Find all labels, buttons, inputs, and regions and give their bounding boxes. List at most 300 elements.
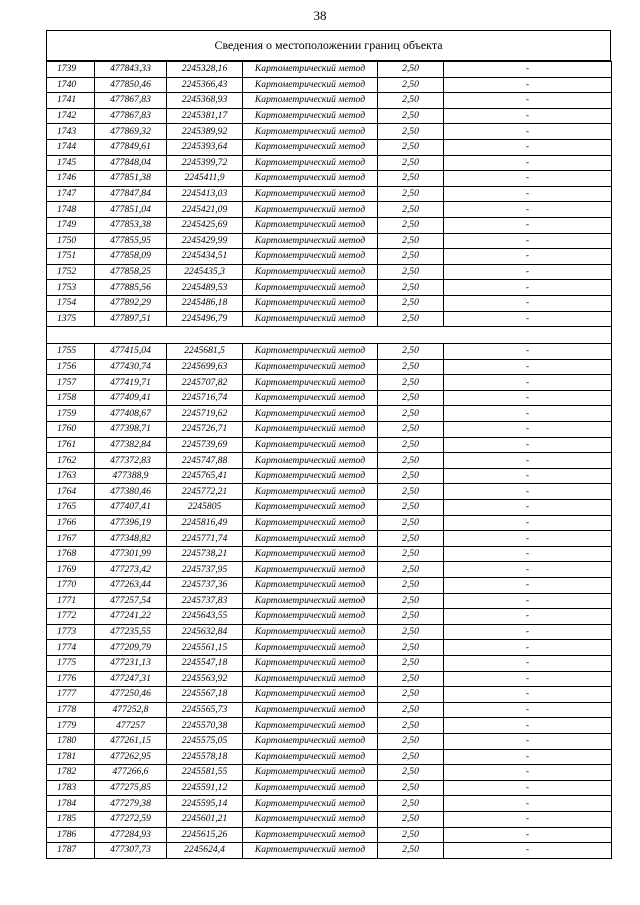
description-cell: - [444, 500, 612, 516]
accuracy-cell: 2,50 [378, 93, 444, 109]
method-cell: Картометрический метод [243, 531, 378, 547]
table-row [47, 827, 612, 843]
description-cell: - [444, 811, 612, 827]
x-coordinate-cell: 477409,41 [95, 390, 167, 406]
separator-cell [444, 327, 612, 344]
point-number-cell: 1375 [47, 311, 95, 327]
y-coordinate-cell: 2245368,93 [167, 93, 243, 109]
table-row [47, 484, 612, 500]
accuracy-cell: 2,50 [378, 655, 444, 671]
x-coordinate-cell: 477858,25 [95, 264, 167, 280]
method-cell: Картометрический метод [243, 406, 378, 422]
x-coordinate-cell: 477348,82 [95, 531, 167, 547]
x-coordinate-cell: 477263,44 [95, 578, 167, 594]
y-coordinate-cell: 2245719,62 [167, 406, 243, 422]
x-coordinate-cell: 477892,29 [95, 295, 167, 311]
description-cell: - [444, 655, 612, 671]
point-number-cell: 1740 [47, 77, 95, 93]
method-cell: Картометрический метод [243, 233, 378, 249]
description-cell: - [444, 249, 612, 265]
description-cell: - [444, 171, 612, 187]
method-cell: Картометрический метод [243, 62, 378, 78]
y-coordinate-cell: 2245643,55 [167, 609, 243, 625]
accuracy-cell: 2,50 [378, 749, 444, 765]
description-cell: - [444, 765, 612, 781]
table-row [47, 311, 612, 327]
x-coordinate-cell: 477855,95 [95, 233, 167, 249]
y-coordinate-cell: 2245411,9 [167, 171, 243, 187]
table-row [47, 93, 612, 109]
method-cell: Картометрический метод [243, 344, 378, 360]
y-coordinate-cell: 2245575,05 [167, 733, 243, 749]
y-coordinate-cell: 2245328,16 [167, 62, 243, 78]
table-row [47, 593, 612, 609]
table-row [47, 671, 612, 687]
y-coordinate-cell: 2245816,49 [167, 515, 243, 531]
method-cell: Картометрический метод [243, 171, 378, 187]
x-coordinate-cell: 477266,6 [95, 765, 167, 781]
description-cell: - [444, 217, 612, 233]
accuracy-cell: 2,50 [378, 687, 444, 703]
accuracy-cell: 2,50 [378, 640, 444, 656]
table-row [47, 359, 612, 375]
x-coordinate-cell: 477301,99 [95, 546, 167, 562]
method-cell: Картометрический метод [243, 202, 378, 218]
point-number-cell: 1757 [47, 375, 95, 391]
x-coordinate-cell: 477869,32 [95, 124, 167, 140]
x-coordinate-cell: 477388,9 [95, 468, 167, 484]
table-row [47, 733, 612, 749]
point-number-cell: 1780 [47, 733, 95, 749]
point-number-cell: 1743 [47, 124, 95, 140]
point-number-cell: 1759 [47, 406, 95, 422]
method-cell: Картометрический метод [243, 562, 378, 578]
x-coordinate-cell: 477209,79 [95, 640, 167, 656]
description-cell: - [444, 359, 612, 375]
point-number-cell: 1775 [47, 655, 95, 671]
table-row [47, 749, 612, 765]
table-row [47, 406, 612, 422]
point-number-cell: 1785 [47, 811, 95, 827]
description-cell: - [444, 843, 612, 859]
point-number-cell: 1765 [47, 500, 95, 516]
y-coordinate-cell: 2245624,4 [167, 843, 243, 859]
boundary-points-table [46, 61, 612, 859]
table-row [47, 562, 612, 578]
method-cell: Картометрический метод [243, 546, 378, 562]
separator-cell [243, 327, 378, 344]
y-coordinate-cell: 2245681,5 [167, 344, 243, 360]
point-number-cell: 1756 [47, 359, 95, 375]
description-cell: - [444, 827, 612, 843]
boundary-table-sheet [46, 30, 611, 859]
accuracy-cell: 2,50 [378, 233, 444, 249]
accuracy-cell: 2,50 [378, 718, 444, 734]
page-number: 38 [313, 8, 327, 23]
y-coordinate-cell: 2245366,43 [167, 77, 243, 93]
table-row [47, 609, 612, 625]
description-cell: - [444, 233, 612, 249]
table-row [47, 108, 612, 124]
table-row [47, 843, 612, 859]
x-coordinate-cell: 477850,46 [95, 77, 167, 93]
method-cell: Картометрический метод [243, 375, 378, 391]
point-number-cell: 1744 [47, 139, 95, 155]
accuracy-cell: 2,50 [378, 484, 444, 500]
x-coordinate-cell: 477897,51 [95, 311, 167, 327]
method-cell: Картометрический метод [243, 578, 378, 594]
method-cell: Картометрический метод [243, 500, 378, 516]
point-number-cell: 1782 [47, 765, 95, 781]
method-cell: Картометрический метод [243, 609, 378, 625]
accuracy-cell: 2,50 [378, 422, 444, 438]
y-coordinate-cell: 2245747,88 [167, 453, 243, 469]
table-row [47, 796, 612, 812]
description-cell: - [444, 295, 612, 311]
table-row [47, 217, 612, 233]
accuracy-cell: 2,50 [378, 531, 444, 547]
point-number-cell: 1758 [47, 390, 95, 406]
accuracy-cell: 2,50 [378, 202, 444, 218]
separator-cell [95, 327, 167, 344]
y-coordinate-cell: 2245699,63 [167, 359, 243, 375]
y-coordinate-cell: 2245393,64 [167, 139, 243, 155]
x-coordinate-cell: 477250,46 [95, 687, 167, 703]
accuracy-cell: 2,50 [378, 546, 444, 562]
table-row [47, 202, 612, 218]
x-coordinate-cell: 477275,85 [95, 780, 167, 796]
description-cell: - [444, 406, 612, 422]
accuracy-cell: 2,50 [378, 217, 444, 233]
method-cell: Картометрический метод [243, 733, 378, 749]
point-number-cell: 1777 [47, 687, 95, 703]
point-number-cell: 1746 [47, 171, 95, 187]
y-coordinate-cell: 2245563,92 [167, 671, 243, 687]
table-row [47, 124, 612, 140]
accuracy-cell: 2,50 [378, 624, 444, 640]
accuracy-cell: 2,50 [378, 811, 444, 827]
table-row [47, 624, 612, 640]
accuracy-cell: 2,50 [378, 500, 444, 516]
y-coordinate-cell: 2245570,38 [167, 718, 243, 734]
method-cell: Картометрический метод [243, 718, 378, 734]
y-coordinate-cell: 2245425,69 [167, 217, 243, 233]
description-cell: - [444, 780, 612, 796]
description-cell: - [444, 124, 612, 140]
description-cell: - [444, 578, 612, 594]
description-cell: - [444, 453, 612, 469]
y-coordinate-cell: 2245615,26 [167, 827, 243, 843]
x-coordinate-cell: 477307,73 [95, 843, 167, 859]
table-row [47, 264, 612, 280]
accuracy-cell: 2,50 [378, 249, 444, 265]
x-coordinate-cell: 477257 [95, 718, 167, 734]
method-cell: Картометрический метод [243, 249, 378, 265]
point-number-cell: 1745 [47, 155, 95, 171]
x-coordinate-cell: 477231,13 [95, 655, 167, 671]
method-cell: Картометрический метод [243, 139, 378, 155]
description-cell: - [444, 562, 612, 578]
y-coordinate-cell: 2245486,18 [167, 295, 243, 311]
method-cell: Картометрический метод [243, 108, 378, 124]
x-coordinate-cell: 477252,8 [95, 702, 167, 718]
table-row [47, 295, 612, 311]
accuracy-cell: 2,50 [378, 796, 444, 812]
y-coordinate-cell: 2245434,51 [167, 249, 243, 265]
method-cell: Картометрический метод [243, 749, 378, 765]
point-number-cell: 1769 [47, 562, 95, 578]
accuracy-cell: 2,50 [378, 733, 444, 749]
method-cell: Картометрический метод [243, 264, 378, 280]
x-coordinate-cell: 477847,84 [95, 186, 167, 202]
description-cell: - [444, 640, 612, 656]
x-coordinate-cell: 477848,04 [95, 155, 167, 171]
y-coordinate-cell: 2245707,82 [167, 375, 243, 391]
x-coordinate-cell: 477849,61 [95, 139, 167, 155]
x-coordinate-cell: 477247,31 [95, 671, 167, 687]
y-coordinate-cell: 2245716,74 [167, 390, 243, 406]
accuracy-cell: 2,50 [378, 578, 444, 594]
accuracy-cell: 2,50 [378, 827, 444, 843]
table-row [47, 702, 612, 718]
y-coordinate-cell: 2245632,84 [167, 624, 243, 640]
table-row [47, 155, 612, 171]
accuracy-cell: 2,50 [378, 108, 444, 124]
method-cell: Картометрический метод [243, 311, 378, 327]
x-coordinate-cell: 477419,71 [95, 375, 167, 391]
y-coordinate-cell: 2245381,17 [167, 108, 243, 124]
table-row [47, 718, 612, 734]
accuracy-cell: 2,50 [378, 390, 444, 406]
point-number-cell: 1766 [47, 515, 95, 531]
description-cell: - [444, 93, 612, 109]
x-coordinate-cell: 477261,15 [95, 733, 167, 749]
x-coordinate-cell: 477867,83 [95, 93, 167, 109]
point-number-cell: 1755 [47, 344, 95, 360]
y-coordinate-cell: 2245413,03 [167, 186, 243, 202]
table-row [47, 280, 612, 296]
description-cell: - [444, 515, 612, 531]
x-coordinate-cell: 477430,74 [95, 359, 167, 375]
point-number-cell: 1739 [47, 62, 95, 78]
y-coordinate-cell: 2245389,92 [167, 124, 243, 140]
point-number-cell: 1783 [47, 780, 95, 796]
x-coordinate-cell: 477858,09 [95, 249, 167, 265]
table-row [47, 687, 612, 703]
y-coordinate-cell: 2245805 [167, 500, 243, 516]
description-cell: - [444, 796, 612, 812]
method-cell: Картометрический метод [243, 671, 378, 687]
y-coordinate-cell: 2245601,21 [167, 811, 243, 827]
method-cell: Картометрический метод [243, 186, 378, 202]
table-title: Сведения о местоположении границ объекта [46, 30, 611, 61]
method-cell: Картометрический метод [243, 484, 378, 500]
table-row [47, 62, 612, 78]
y-coordinate-cell: 2245565,73 [167, 702, 243, 718]
point-number-cell: 1748 [47, 202, 95, 218]
y-coordinate-cell: 2245399,72 [167, 155, 243, 171]
point-number-cell: 1774 [47, 640, 95, 656]
x-coordinate-cell: 477241,22 [95, 609, 167, 625]
method-cell: Картометрический метод [243, 765, 378, 781]
x-coordinate-cell: 477415,04 [95, 344, 167, 360]
point-number-cell: 1763 [47, 468, 95, 484]
table-row [47, 468, 612, 484]
table-row [47, 171, 612, 187]
accuracy-cell: 2,50 [378, 593, 444, 609]
method-cell: Картометрический метод [243, 515, 378, 531]
description-cell: - [444, 422, 612, 438]
accuracy-cell: 2,50 [378, 671, 444, 687]
accuracy-cell: 2,50 [378, 186, 444, 202]
x-coordinate-cell: 477273,42 [95, 562, 167, 578]
table-row [47, 233, 612, 249]
point-number-cell: 1760 [47, 422, 95, 438]
description-cell: - [444, 311, 612, 327]
description-cell: - [444, 108, 612, 124]
y-coordinate-cell: 2245595,14 [167, 796, 243, 812]
description-cell: - [444, 749, 612, 765]
x-coordinate-cell: 477853,38 [95, 217, 167, 233]
y-coordinate-cell: 2245738,21 [167, 546, 243, 562]
point-number-cell: 1781 [47, 749, 95, 765]
point-number-cell: 1784 [47, 796, 95, 812]
point-number-cell: 1779 [47, 718, 95, 734]
y-coordinate-cell: 2245772,21 [167, 484, 243, 500]
point-number-cell: 1747 [47, 186, 95, 202]
accuracy-cell: 2,50 [378, 562, 444, 578]
table-row [47, 515, 612, 531]
point-number-cell: 1749 [47, 217, 95, 233]
description-cell: - [444, 609, 612, 625]
accuracy-cell: 2,50 [378, 344, 444, 360]
table-row [47, 453, 612, 469]
method-cell: Картометрический метод [243, 453, 378, 469]
description-cell: - [444, 484, 612, 500]
table-row [47, 437, 612, 453]
point-number-cell: 1776 [47, 671, 95, 687]
table-row [47, 811, 612, 827]
method-cell: Картометрический метод [243, 155, 378, 171]
accuracy-cell: 2,50 [378, 264, 444, 280]
description-cell: - [444, 390, 612, 406]
x-coordinate-cell: 477885,56 [95, 280, 167, 296]
table-row [47, 640, 612, 656]
group-separator-row [47, 327, 612, 344]
accuracy-cell: 2,50 [378, 171, 444, 187]
description-cell: - [444, 468, 612, 484]
point-number-cell: 1778 [47, 702, 95, 718]
method-cell: Картометрический метод [243, 702, 378, 718]
point-number-cell: 1771 [47, 593, 95, 609]
x-coordinate-cell: 477398,71 [95, 422, 167, 438]
description-cell: - [444, 77, 612, 93]
separator-cell [47, 327, 95, 344]
method-cell: Картометрический метод [243, 77, 378, 93]
point-number-cell: 1752 [47, 264, 95, 280]
method-cell: Картометрический метод [243, 359, 378, 375]
accuracy-cell: 2,50 [378, 62, 444, 78]
y-coordinate-cell: 2245726,71 [167, 422, 243, 438]
separator-cell [378, 327, 444, 344]
method-cell: Картометрический метод [243, 780, 378, 796]
accuracy-cell: 2,50 [378, 453, 444, 469]
accuracy-cell: 2,50 [378, 359, 444, 375]
x-coordinate-cell: 477408,67 [95, 406, 167, 422]
accuracy-cell: 2,50 [378, 780, 444, 796]
accuracy-cell: 2,50 [378, 765, 444, 781]
description-cell: - [444, 593, 612, 609]
accuracy-cell: 2,50 [378, 295, 444, 311]
accuracy-cell: 2,50 [378, 437, 444, 453]
method-cell: Картометрический метод [243, 124, 378, 140]
method-cell: Картометрический метод [243, 422, 378, 438]
description-cell: - [444, 733, 612, 749]
y-coordinate-cell: 2245435,3 [167, 264, 243, 280]
y-coordinate-cell: 2245739,69 [167, 437, 243, 453]
table-row [47, 531, 612, 547]
table-row [47, 139, 612, 155]
point-number-cell: 1787 [47, 843, 95, 859]
y-coordinate-cell: 2245429,99 [167, 233, 243, 249]
point-number-cell: 1770 [47, 578, 95, 594]
method-cell: Картометрический метод [243, 593, 378, 609]
table-row [47, 546, 612, 562]
description-cell: - [444, 280, 612, 296]
y-coordinate-cell: 2245737,36 [167, 578, 243, 594]
point-number-cell: 1762 [47, 453, 95, 469]
description-cell: - [444, 546, 612, 562]
point-number-cell: 1750 [47, 233, 95, 249]
y-coordinate-cell: 2245765,41 [167, 468, 243, 484]
point-number-cell: 1768 [47, 546, 95, 562]
x-coordinate-cell: 477272,59 [95, 811, 167, 827]
y-coordinate-cell: 2245771,74 [167, 531, 243, 547]
x-coordinate-cell: 477279,38 [95, 796, 167, 812]
description-cell: - [444, 531, 612, 547]
description-cell: - [444, 375, 612, 391]
table-row [47, 780, 612, 796]
method-cell: Картометрический метод [243, 217, 378, 233]
description-cell: - [444, 264, 612, 280]
y-coordinate-cell: 2245547,18 [167, 655, 243, 671]
accuracy-cell: 2,50 [378, 311, 444, 327]
x-coordinate-cell: 477851,04 [95, 202, 167, 218]
method-cell: Картометрический метод [243, 624, 378, 640]
description-cell: - [444, 344, 612, 360]
point-number-cell: 1764 [47, 484, 95, 500]
method-cell: Картометрический метод [243, 796, 378, 812]
table-row [47, 655, 612, 671]
table-row [47, 500, 612, 516]
method-cell: Картометрический метод [243, 295, 378, 311]
y-coordinate-cell: 2245567,18 [167, 687, 243, 703]
x-coordinate-cell: 477843,33 [95, 62, 167, 78]
accuracy-cell: 2,50 [378, 702, 444, 718]
description-cell: - [444, 186, 612, 202]
description-cell: - [444, 62, 612, 78]
accuracy-cell: 2,50 [378, 124, 444, 140]
description-cell: - [444, 624, 612, 640]
description-cell: - [444, 202, 612, 218]
table-row [47, 375, 612, 391]
method-cell: Картометрический метод [243, 827, 378, 843]
method-cell: Картометрический метод [243, 640, 378, 656]
y-coordinate-cell: 2245489,53 [167, 280, 243, 296]
y-coordinate-cell: 2245581,55 [167, 765, 243, 781]
description-cell: - [444, 671, 612, 687]
method-cell: Картометрический метод [243, 437, 378, 453]
